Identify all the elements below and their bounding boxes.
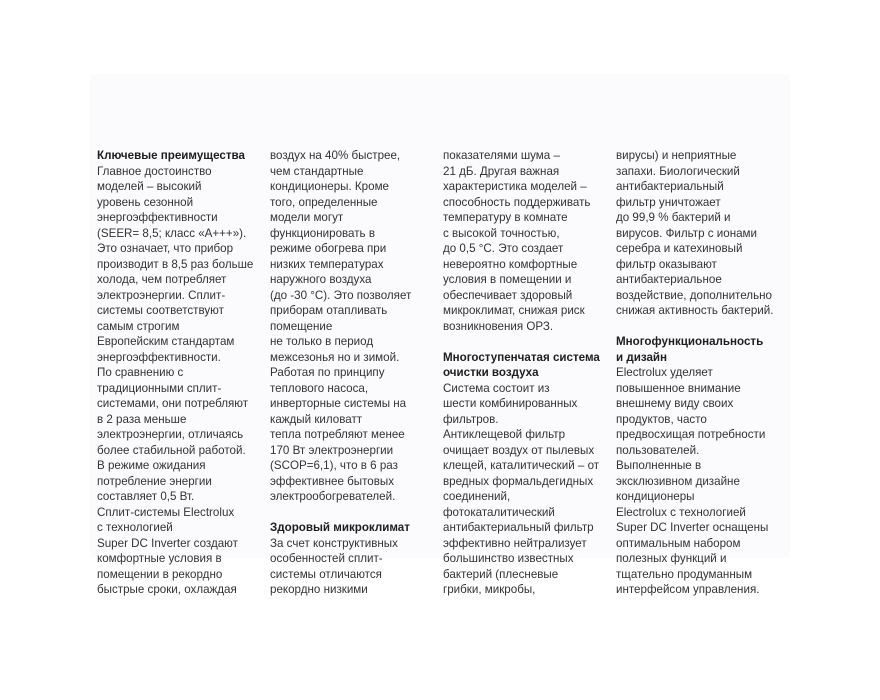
- paragraph: показателями шума – 21 дБ. Другая важная характеристика моделей – способность поддерживать температуру в комнате с высокой точностью, до 0,5 °С. Это создает невероятно комфортные условия в помещении и обеспечивает здоровый микроклимат, снижая риск возникновения ОРЗ.: [443, 149, 591, 333]
- paragraph: вирусы) и неприятные запахи. Биологический антибактериальный фильтр уничтожает до 99,9 % бактерий и вирусов. Фильтр с ионами серебра и катехиновый фильтр оказывают антибактериальное воздействие, дополнительно снижая активность бактерий.: [616, 149, 774, 317]
- paragraph: Сплит-системы Electrolux с технологией Super DC Inverter создают комфортные условия в помещении в рекордно быстрые сроки, охлаждая: [97, 505, 238, 596]
- text-column-4: [616, 148, 786, 598]
- text-column-3: [443, 148, 613, 598]
- paragraph: В режиме ожидания потребление энергии составляет 0,5 Вт.: [97, 459, 212, 503]
- paragraph: Система состоит из шести комбинированных фильтров.: [443, 381, 578, 426]
- text-column-2: [270, 148, 440, 598]
- paragraph: Работая по принципу теплового насоса, инверторные системы на каждый киловатт тепла потребляют менее 170 Вт электроэнергии (SCOP=6,1), что в 6 раз эффективнее бытовых электрообогревателей.: [270, 366, 407, 503]
- paragraph: По сравнению с традиционными сплит- системами, они потребляют в 2 раза меньше электроэнергии, отличаясь более стабильной работой.: [97, 366, 249, 457]
- section-gap: [270, 505, 440, 521]
- text-column-1: [97, 148, 267, 598]
- paragraph: Electrolux уделяет повышенное внимание внешнему виду своих продуктов, часто предвосхищая потребности пользователей.: [616, 366, 766, 457]
- section-gap: [443, 334, 613, 350]
- paragraph: За счет конструктивных особенностей сплит- системы отличаются рекордно низкими: [270, 536, 398, 596]
- section-gap: [616, 319, 786, 335]
- heading-key-advantages: Ключевые преимущества: [97, 149, 245, 162]
- paragraph: воздух на 40% быстрее, чем стандартные кондиционеры. Кроме того, определенные модели могут функционировать в режиме обогрева при низких температурах наружного воздуха (до -30 °С). Это позволяет приборам отапливать помещение не только в период межсезонья но и зимой.: [270, 149, 412, 364]
- heading-multifunctionality-design: Многофункциональность и дизайн: [616, 335, 764, 364]
- heading-air-purification: Многоступенчатая система очистки воздуха: [443, 350, 600, 379]
- heading-healthy-microclimate: Здоровый микроклимат: [270, 521, 410, 534]
- paragraph: Антиклещевой фильтр очищает воздух от пылевых клещей, каталитический – от вредных формальдегидных соединений, фотокаталитический антибактериальный фильтр эффективно нейтрализует большинство известных бактерий (плесневые грибки, микробы,: [443, 428, 600, 596]
- paragraph: Главное достоинство моделей – высокий уровень сезонной энергоэффективности (SEER= 8,5; класс «А+++»). Это означает, что прибор производит в 8,5 раз больше холода, чем потребляет электроэнергии. Сплит- системы соответствуют самым строгим Европейским стандартам энергоэффективности.: [97, 164, 254, 364]
- paragraph: Выполненные в эксклюзивном дизайне кондиционеры Electrolux с технологией Super DC Inverter оснащены оптимальным набором полезных функций и тщательно продуманным интерфейсом управления.: [616, 459, 769, 596]
